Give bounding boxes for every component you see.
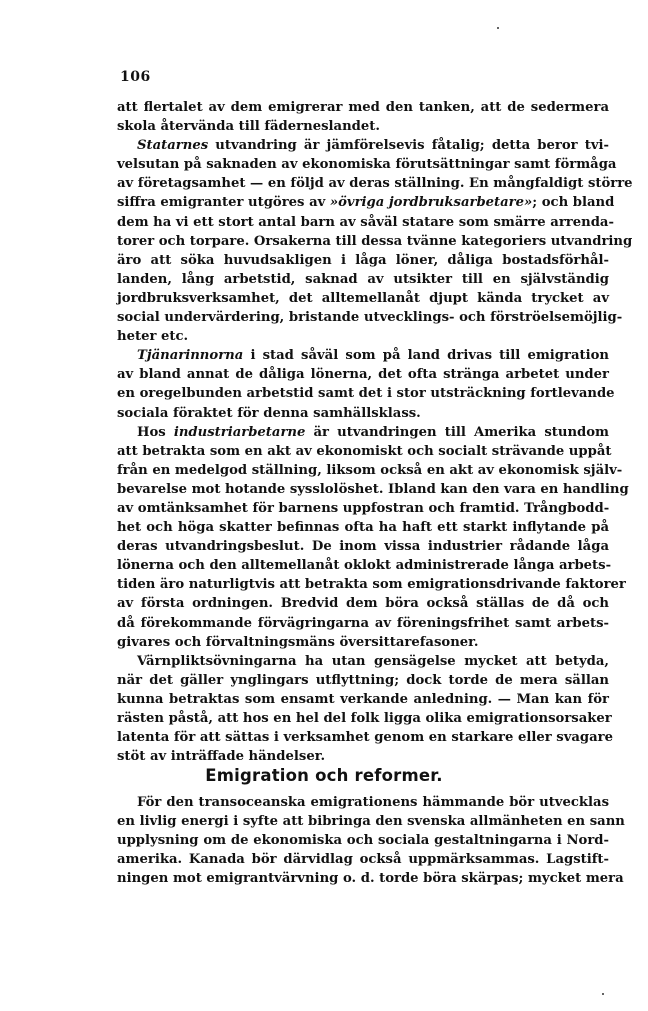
text-line: Tjänarinnorna i stad såväl som på land drivas till emigration <box>137 348 609 364</box>
speck-mark <box>497 27 499 29</box>
text-line: het och höga skatter befinnas ofta ha haft ett starkt inflytande på <box>117 520 609 536</box>
text-line: av första ordningen. Bredvid dem böra också ställas de då och <box>117 596 609 612</box>
body-text-top <box>117 98 633 766</box>
text-line: deras utvandringsbeslut. De inom vissa industrier rådande låga <box>117 539 609 555</box>
text-line: bevarelse mot hotande sysslolöshet. Ibland kan den vara en handling <box>117 481 629 497</box>
text-line: givares och förvaltningsmäns översittarefasoner. <box>117 634 479 650</box>
text-line: av företagsamhet — en följd av deras ställning. En mångfaldigt större <box>117 176 633 192</box>
text-line: sociala föraktet för denna samhällsklass. <box>117 405 421 421</box>
speck-mark <box>602 993 604 995</box>
text-line: äro att söka huvudsakligen i låga löner, dåliga bostadsförhål- <box>117 252 609 268</box>
text-line: från en medelgod ställning, liksom också en akt av ekonomisk själv- <box>117 462 623 478</box>
text-line: att betrakta som en akt av ekonomiskt och socialt strävande uppåt <box>117 443 612 459</box>
text-line: stöt av inträffade händelser. <box>117 749 326 765</box>
text-line: amerika. Kanada bör därvidlag också uppmärksammas. Lagstift- <box>117 852 609 868</box>
text-line: rästen påstå, att hos en hel del folk ligga olika emigrationsorsaker <box>117 711 612 726</box>
text-line: heter etc. <box>117 329 189 345</box>
body-text-bottom <box>117 793 625 888</box>
text-line: latenta för att sättas i verksamhet genom en starkare eller svagare <box>117 730 614 746</box>
text-line: ningen mot emigrantvärvning o. d. torde böra skärpas; mycket mera <box>117 871 624 887</box>
text-line: Statarnes utvandring är jämförelsevis fåtalig; detta beror tvi- <box>137 138 609 154</box>
text-line: Värnpliktsövningarna ha utan gensägelse mycket att betyda, <box>137 653 609 669</box>
text-line: en oregelbunden arbetstid samt det i stor utsträckning fortlevande <box>117 386 615 402</box>
italic-term: »övriga jordbruksarbetare» <box>329 195 533 211</box>
text-line: För den transoceanska emigrationens hämmande bör utvecklas <box>137 795 609 810</box>
text-line: siffra emigranter utgöres av »övriga jordbruksarbetare»; och bland <box>117 195 615 211</box>
italic-term: industriarbetarne <box>173 424 306 440</box>
italic-term: Tjänarinnorna <box>137 348 244 364</box>
text-line: dem ha vi ett stort antal barn av såväl statare som smärre arrenda- <box>117 214 614 230</box>
text-line: velsutan på saknaden av ekonomiska förutsättningar samt förmåga <box>117 157 617 173</box>
text-line: när det gäller ynglingars utflyttning; dock torde de mera sällan <box>117 672 609 688</box>
text-line: kunna betraktas som ensamt verkande anledning. — Man kan för <box>117 691 609 707</box>
text-line: lönerna och den alltemellanåt oklokt administrerade långa arbets- <box>117 558 612 574</box>
text-line: social undervärdering, bristande utvecklings- och förströelsemöjlig- <box>117 310 623 326</box>
text-line: tiden äro naturligtvis att betrakta som emigrationsdrivande faktorer <box>117 577 626 593</box>
text-line: landen, lång arbetstid, saknad av utsikter till en självständig <box>117 271 609 287</box>
italic-term: Statarnes <box>137 138 209 154</box>
text-line: upplysning om de ekonomiska och sociala gestaltningarna i Nord- <box>117 833 609 849</box>
page-number: 106 <box>120 69 151 85</box>
text-line: en livlig energi i syfte att bibringa den svenska allmänheten en sann <box>117 814 625 830</box>
text-line: av bland annat de dåliga lönerna, det ofta stränga arbetet under <box>117 367 609 383</box>
text-line: då förekommande förvägringarna av föreningsfrihet samt arbets- <box>117 615 609 631</box>
text-line: Hos industriarbetarne är utvandringen till Amerika stundom <box>137 424 609 440</box>
text-line: jordbruksverksamhet, det alltemellanåt djupt kända trycket av <box>117 290 609 306</box>
text-line: att flertalet av dem emigrerar med den tanken, att de sedermera <box>117 100 609 115</box>
text-line: torer och torpare. Orsakerna till dessa tvänne kategoriers utvandring <box>117 233 633 249</box>
text-line: av omtänksamhet för barnens uppfostran och framtid. Trångbodd- <box>117 500 610 516</box>
section-heading: Emigration och reformer. <box>205 766 443 785</box>
text-line: skola återvända till fäderneslandet. <box>117 119 380 135</box>
